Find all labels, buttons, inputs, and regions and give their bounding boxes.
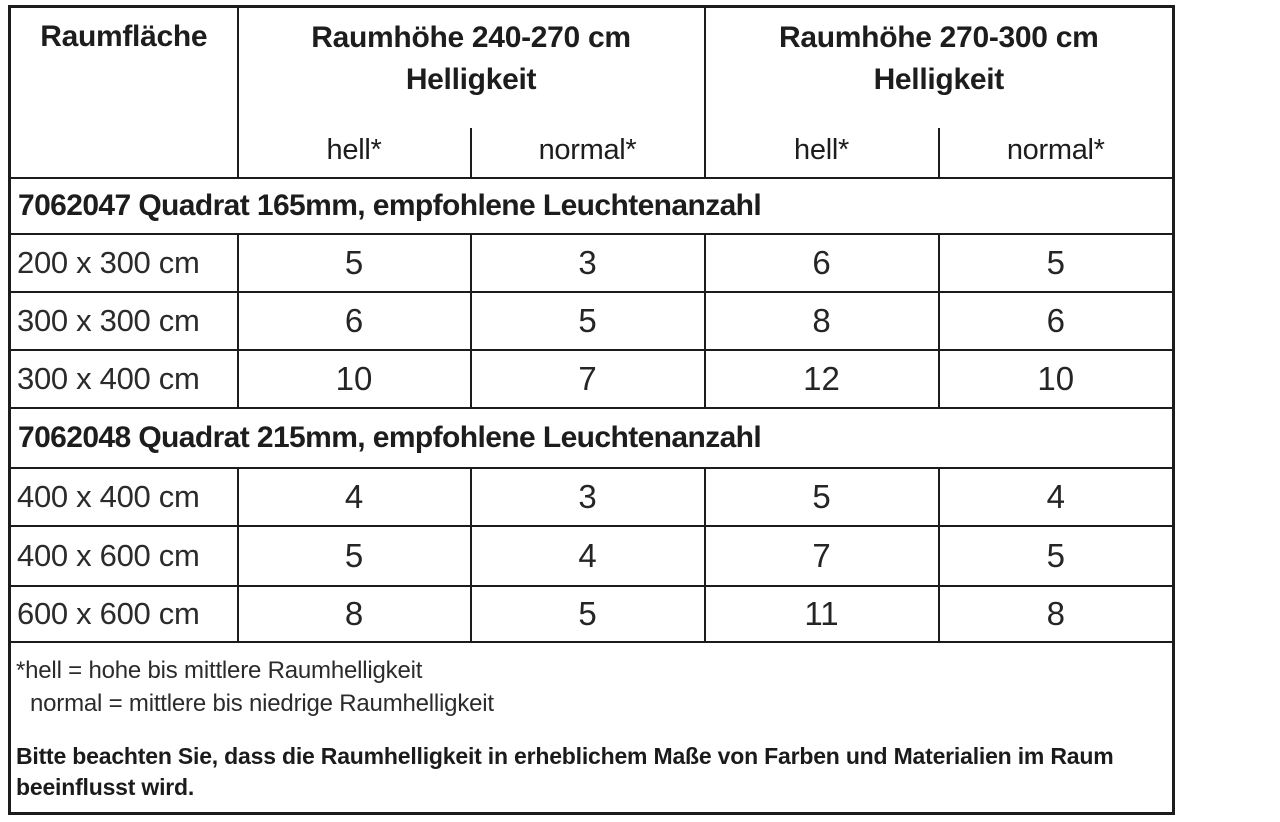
room-size-cell: 400 x 400 cm [10,468,238,526]
value-cell: 3 [471,468,705,526]
value-cell: 6 [238,292,471,350]
subheader-normal-270: normal* [939,128,1174,178]
value-cell: 5 [238,234,471,292]
value-cell: 11 [705,586,939,642]
value-cell: 10 [939,350,1174,408]
section-row-7062047 [10,178,1174,234]
group-header-270-300 [705,7,1174,128]
value-cell: 5 [238,526,471,586]
footnote-cell [10,642,1174,814]
table-row [10,350,1174,408]
value-cell: 5 [471,292,705,350]
subheader-hell-240: hell* [238,128,471,178]
value-cell: 12 [705,350,939,408]
table-row [10,468,1174,526]
luminaire-count-table [8,5,1175,815]
table-row [10,234,1174,292]
value-cell: 8 [238,586,471,642]
group-header-270-300-title: Raumhöhe 270-300 cm [779,21,1099,54]
value-cell: 5 [471,586,705,642]
group-header-240-270 [238,7,705,128]
column-header-raumflaeche: Raumfläche [10,7,238,178]
value-cell: 4 [471,526,705,586]
value-cell: 8 [939,586,1174,642]
value-cell: 8 [705,292,939,350]
brightness-notice: Bitte beachten Sie, dass die Raumhelligkeit in erheblichem Maße von Farben und Materialien im Raum beeinflusst wird. [16,742,1114,800]
section-title-7062047: 7062047 Quadrat 165mm, empfohlene Leuchtenanzahl [10,178,1174,234]
value-cell: 7 [471,350,705,408]
value-cell: 10 [238,350,471,408]
value-cell: 6 [705,234,939,292]
room-size-cell: 300 x 400 cm [10,350,238,408]
value-cell: 5 [939,234,1174,292]
subheader-normal-240: normal* [471,128,705,178]
room-size-cell: 600 x 600 cm [10,586,238,642]
value-cell: 5 [939,526,1174,586]
subheader-hell-270: hell* [705,128,939,178]
group-header-240-270-title: Raumhöhe 240-270 cm [311,21,631,54]
room-size-cell: 400 x 600 cm [10,526,238,586]
section-row-7062048 [10,408,1174,468]
value-cell: 4 [939,468,1174,526]
section-title-7062048: 7062048 Quadrat 215mm, empfohlene Leuchtenanzahl [10,408,1174,468]
table-row [10,586,1174,642]
value-cell: 7 [705,526,939,586]
group-header-240-270-subtitle: Helligkeit [405,63,537,96]
footnote-hell: *hell = hohe bis mittlere Raumhelligkeit [16,656,423,684]
value-cell: 3 [471,234,705,292]
table-row [10,292,1174,350]
room-size-cell: 200 x 300 cm [10,234,238,292]
header-row [10,7,1174,128]
value-cell: 4 [238,468,471,526]
group-header-270-300-subtitle: Helligkeit [873,63,1004,96]
table-row [10,526,1174,586]
value-cell: 6 [939,292,1174,350]
footnote-row [10,642,1174,814]
room-size-cell: 300 x 300 cm [10,292,238,350]
value-cell: 5 [705,468,939,526]
footnote-normal: normal = mittlere bis niedrige Raumhelligkeit [30,689,494,717]
